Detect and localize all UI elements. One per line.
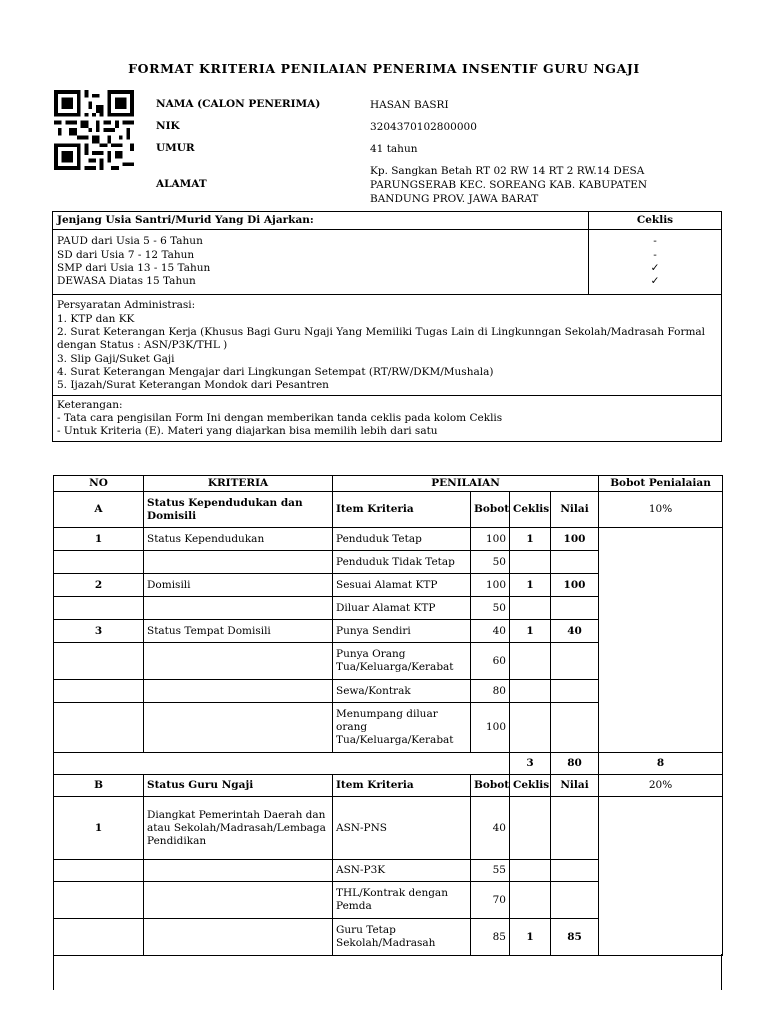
row-no bbox=[54, 860, 144, 882]
row-ceklis bbox=[510, 703, 551, 753]
row-no bbox=[54, 680, 144, 703]
keterangan-item: - Untuk Kriteria (E). Materi yang diajarkan bisa memilih lebih dari satu bbox=[57, 425, 438, 438]
row-nilai: 100 bbox=[551, 574, 599, 597]
qr-code bbox=[52, 90, 136, 170]
row-kriteria: Status Kependudukan bbox=[144, 528, 333, 551]
row-no: 1 bbox=[54, 797, 144, 860]
subheader-bobot: Bobot bbox=[471, 775, 510, 797]
row-no bbox=[54, 597, 144, 620]
subheader-ceklis: Ceklis bbox=[510, 775, 551, 797]
row-no bbox=[54, 551, 144, 574]
row-kriteria bbox=[144, 551, 333, 574]
row-ceklis: 1 bbox=[510, 528, 551, 551]
section-a-weight-cell bbox=[599, 528, 723, 753]
row-nilai bbox=[551, 643, 599, 680]
subheader-item: Item Kriteria bbox=[333, 775, 471, 797]
row-nilai: 40 bbox=[551, 620, 599, 643]
row-no: 3 bbox=[54, 620, 144, 643]
row-item: THL/Kontrak dengan Pemda bbox=[333, 882, 471, 919]
table-continuation bbox=[53, 954, 722, 990]
row-kriteria: Diangkat Pemerintah Daerah dan atau Sekolah/Madrasah/Lembaga Pendidikan bbox=[144, 797, 333, 860]
row-ceklis bbox=[510, 551, 551, 574]
row-no bbox=[54, 643, 144, 680]
row-ceklis bbox=[510, 597, 551, 620]
jenjang-item: PAUD dari Usia 5 - 6 Tahun bbox=[57, 235, 203, 248]
row-ceklis bbox=[510, 882, 551, 919]
keterangan-header: Keterangan: bbox=[57, 398, 123, 411]
section-weight: 10% bbox=[599, 492, 723, 528]
row-bobot: 60 bbox=[471, 643, 510, 680]
ceklis-mark: - bbox=[653, 235, 657, 248]
row-kriteria: Domisili bbox=[144, 574, 333, 597]
row-item: Punya Sendiri bbox=[333, 620, 471, 643]
row-bobot: 55 bbox=[471, 860, 510, 882]
subheader-ceklis: Ceklis bbox=[510, 492, 551, 528]
row-ceklis bbox=[510, 680, 551, 703]
row-bobot: 100 bbox=[471, 574, 510, 597]
row-item: Diluar Alamat KTP bbox=[333, 597, 471, 620]
persyaratan-item: 3. Slip Gaji/Suket Gaji bbox=[57, 352, 175, 365]
ceklis-mark: ✓ bbox=[650, 275, 660, 288]
row-nilai bbox=[551, 797, 599, 860]
header-kriteria: KRITERIA bbox=[144, 476, 333, 492]
row-item: Guru Tetap Sekolah/Madrasah bbox=[333, 919, 471, 956]
row-ceklis bbox=[510, 643, 551, 680]
umur-value: 41 tahun bbox=[370, 143, 418, 155]
jenjang-item: SD dari Usia 7 - 12 Tahun bbox=[57, 248, 195, 261]
jenjang-list bbox=[53, 230, 589, 295]
row-no: 2 bbox=[54, 574, 144, 597]
section-title: Status Kependudukan dan Domisili bbox=[144, 492, 333, 528]
row-kriteria bbox=[144, 703, 333, 753]
penilaian-table bbox=[53, 475, 723, 956]
keterangan-section bbox=[53, 395, 722, 442]
row-kriteria bbox=[144, 860, 333, 882]
row-kriteria bbox=[144, 597, 333, 620]
row-kriteria bbox=[144, 680, 333, 703]
total-ceklis: 3 bbox=[510, 753, 551, 775]
row-kriteria bbox=[144, 882, 333, 919]
alamat-value: Kp. Sangkan Betah RT 02 RW 14 RT 2 RW.14 DESA PARUNGSERAB KEC. SOREANG KAB. KABUPATEN BANDUNG PROV. JAWA BARAT bbox=[370, 165, 648, 205]
jenjang-item: SMP dari Usia 13 - 15 Tahun bbox=[57, 261, 211, 274]
row-no bbox=[54, 919, 144, 956]
row-kriteria: Status Tempat Domisili bbox=[144, 620, 333, 643]
total-bobot-penilaian: 8 bbox=[599, 753, 723, 775]
subheader-nilai: Nilai bbox=[551, 775, 599, 797]
row-kriteria bbox=[144, 643, 333, 680]
jenjang-header: Jenjang Usia Santri/Murid Yang Di Ajarkan: bbox=[53, 212, 589, 230]
subheader-bobot: Bobot bbox=[471, 492, 510, 528]
row-item: ASN-PNS bbox=[333, 797, 471, 860]
ceklis-header: Ceklis bbox=[589, 212, 722, 230]
persyaratan-section bbox=[53, 295, 722, 395]
persyaratan-item: 1. KTP dan KK bbox=[57, 312, 135, 325]
row-item: Sesuai Alamat KTP bbox=[333, 574, 471, 597]
row-ceklis: 1 bbox=[510, 620, 551, 643]
header-bobot-penilaian: Bobot Penialaian bbox=[599, 476, 723, 492]
row-bobot: 40 bbox=[471, 797, 510, 860]
row-bobot: 80 bbox=[471, 680, 510, 703]
row-bobot: 100 bbox=[471, 703, 510, 753]
row-ceklis bbox=[510, 797, 551, 860]
row-nilai bbox=[551, 703, 599, 753]
row-nilai bbox=[551, 680, 599, 703]
persyaratan-item: 5. Ijazah/Surat Keterangan Mondok dari Pesantren bbox=[57, 379, 329, 392]
row-nilai bbox=[551, 882, 599, 919]
row-nilai: 100 bbox=[551, 528, 599, 551]
row-bobot: 85 bbox=[471, 919, 510, 956]
header-penilaian: PENILAIAN bbox=[333, 476, 599, 492]
row-nilai: 85 bbox=[551, 919, 599, 956]
jenjang-table bbox=[52, 211, 722, 442]
persyaratan-item: 2. Surat Keterangan Kerja (Khusus Bagi Guru Ngaji Yang Memiliki Tugas Lain di Lingkunngan Sekolah/Madrasah Formal dengan Status : ASN/P3K/THL ) bbox=[57, 326, 706, 352]
ceklis-list bbox=[589, 230, 722, 295]
ceklis-mark: - bbox=[653, 248, 657, 261]
row-ceklis: 1 bbox=[510, 919, 551, 956]
row-kriteria bbox=[144, 919, 333, 956]
jenjang-item: DEWASA Diatas 15 Tahun bbox=[57, 275, 196, 288]
page-title: FORMAT KRITERIA PENILAIAN PENERIMA INSENTIF GURU NGAJI bbox=[128, 61, 640, 76]
row-bobot: 50 bbox=[471, 597, 510, 620]
section-title: Status Guru Ngaji bbox=[144, 775, 333, 797]
nik-label: NIK bbox=[156, 120, 180, 132]
nik-value: 3204370102800000 bbox=[370, 121, 477, 133]
umur-label: UMUR bbox=[156, 142, 195, 154]
row-no bbox=[54, 703, 144, 753]
row-nilai bbox=[551, 597, 599, 620]
row-item: Penduduk Tetap bbox=[333, 528, 471, 551]
section-letter: B bbox=[54, 775, 144, 797]
row-item: Punya Orang Tua/Keluarga/Kerabat bbox=[333, 643, 471, 680]
persyaratan-item: 4. Surat Keterangan Mengajar dari Lingkungan Setempat (RT/RW/DKM/Mushala) bbox=[57, 365, 494, 378]
row-item: Sewa/Kontrak bbox=[333, 680, 471, 703]
row-item: Penduduk Tidak Tetap bbox=[333, 551, 471, 574]
row-no: 1 bbox=[54, 528, 144, 551]
row-nilai bbox=[551, 860, 599, 882]
row-item: ASN-P3K bbox=[333, 860, 471, 882]
keterangan-item: - Tata cara pengisilan Form Ini dengan memberikan tanda ceklis pada kolom Ceklis bbox=[57, 411, 503, 424]
total-row-spacer bbox=[54, 753, 510, 775]
row-bobot: 40 bbox=[471, 620, 510, 643]
total-nilai: 80 bbox=[551, 753, 599, 775]
row-item: Menumpang diluar orang Tua/Keluarga/Kerabat bbox=[333, 703, 471, 753]
row-bobot: 100 bbox=[471, 528, 510, 551]
section-weight: 20% bbox=[599, 775, 723, 797]
row-nilai bbox=[551, 551, 599, 574]
nama-value: HASAN BASRI bbox=[370, 99, 449, 111]
row-bobot: 50 bbox=[471, 551, 510, 574]
section-b-weight-cell bbox=[599, 797, 723, 956]
section-letter: A bbox=[54, 492, 144, 528]
nama-label: NAMA (CALON PENERIMA) bbox=[156, 98, 321, 110]
ceklis-mark: ✓ bbox=[650, 261, 660, 274]
row-ceklis: 1 bbox=[510, 574, 551, 597]
alamat-label: ALAMAT bbox=[156, 178, 207, 190]
row-ceklis bbox=[510, 860, 551, 882]
persyaratan-header: Persyaratan Administrasi: bbox=[57, 299, 196, 312]
header-no: NO bbox=[54, 476, 144, 492]
subheader-item: Item Kriteria bbox=[333, 492, 471, 528]
row-bobot: 70 bbox=[471, 882, 510, 919]
subheader-nilai: Nilai bbox=[551, 492, 599, 528]
row-no bbox=[54, 882, 144, 919]
